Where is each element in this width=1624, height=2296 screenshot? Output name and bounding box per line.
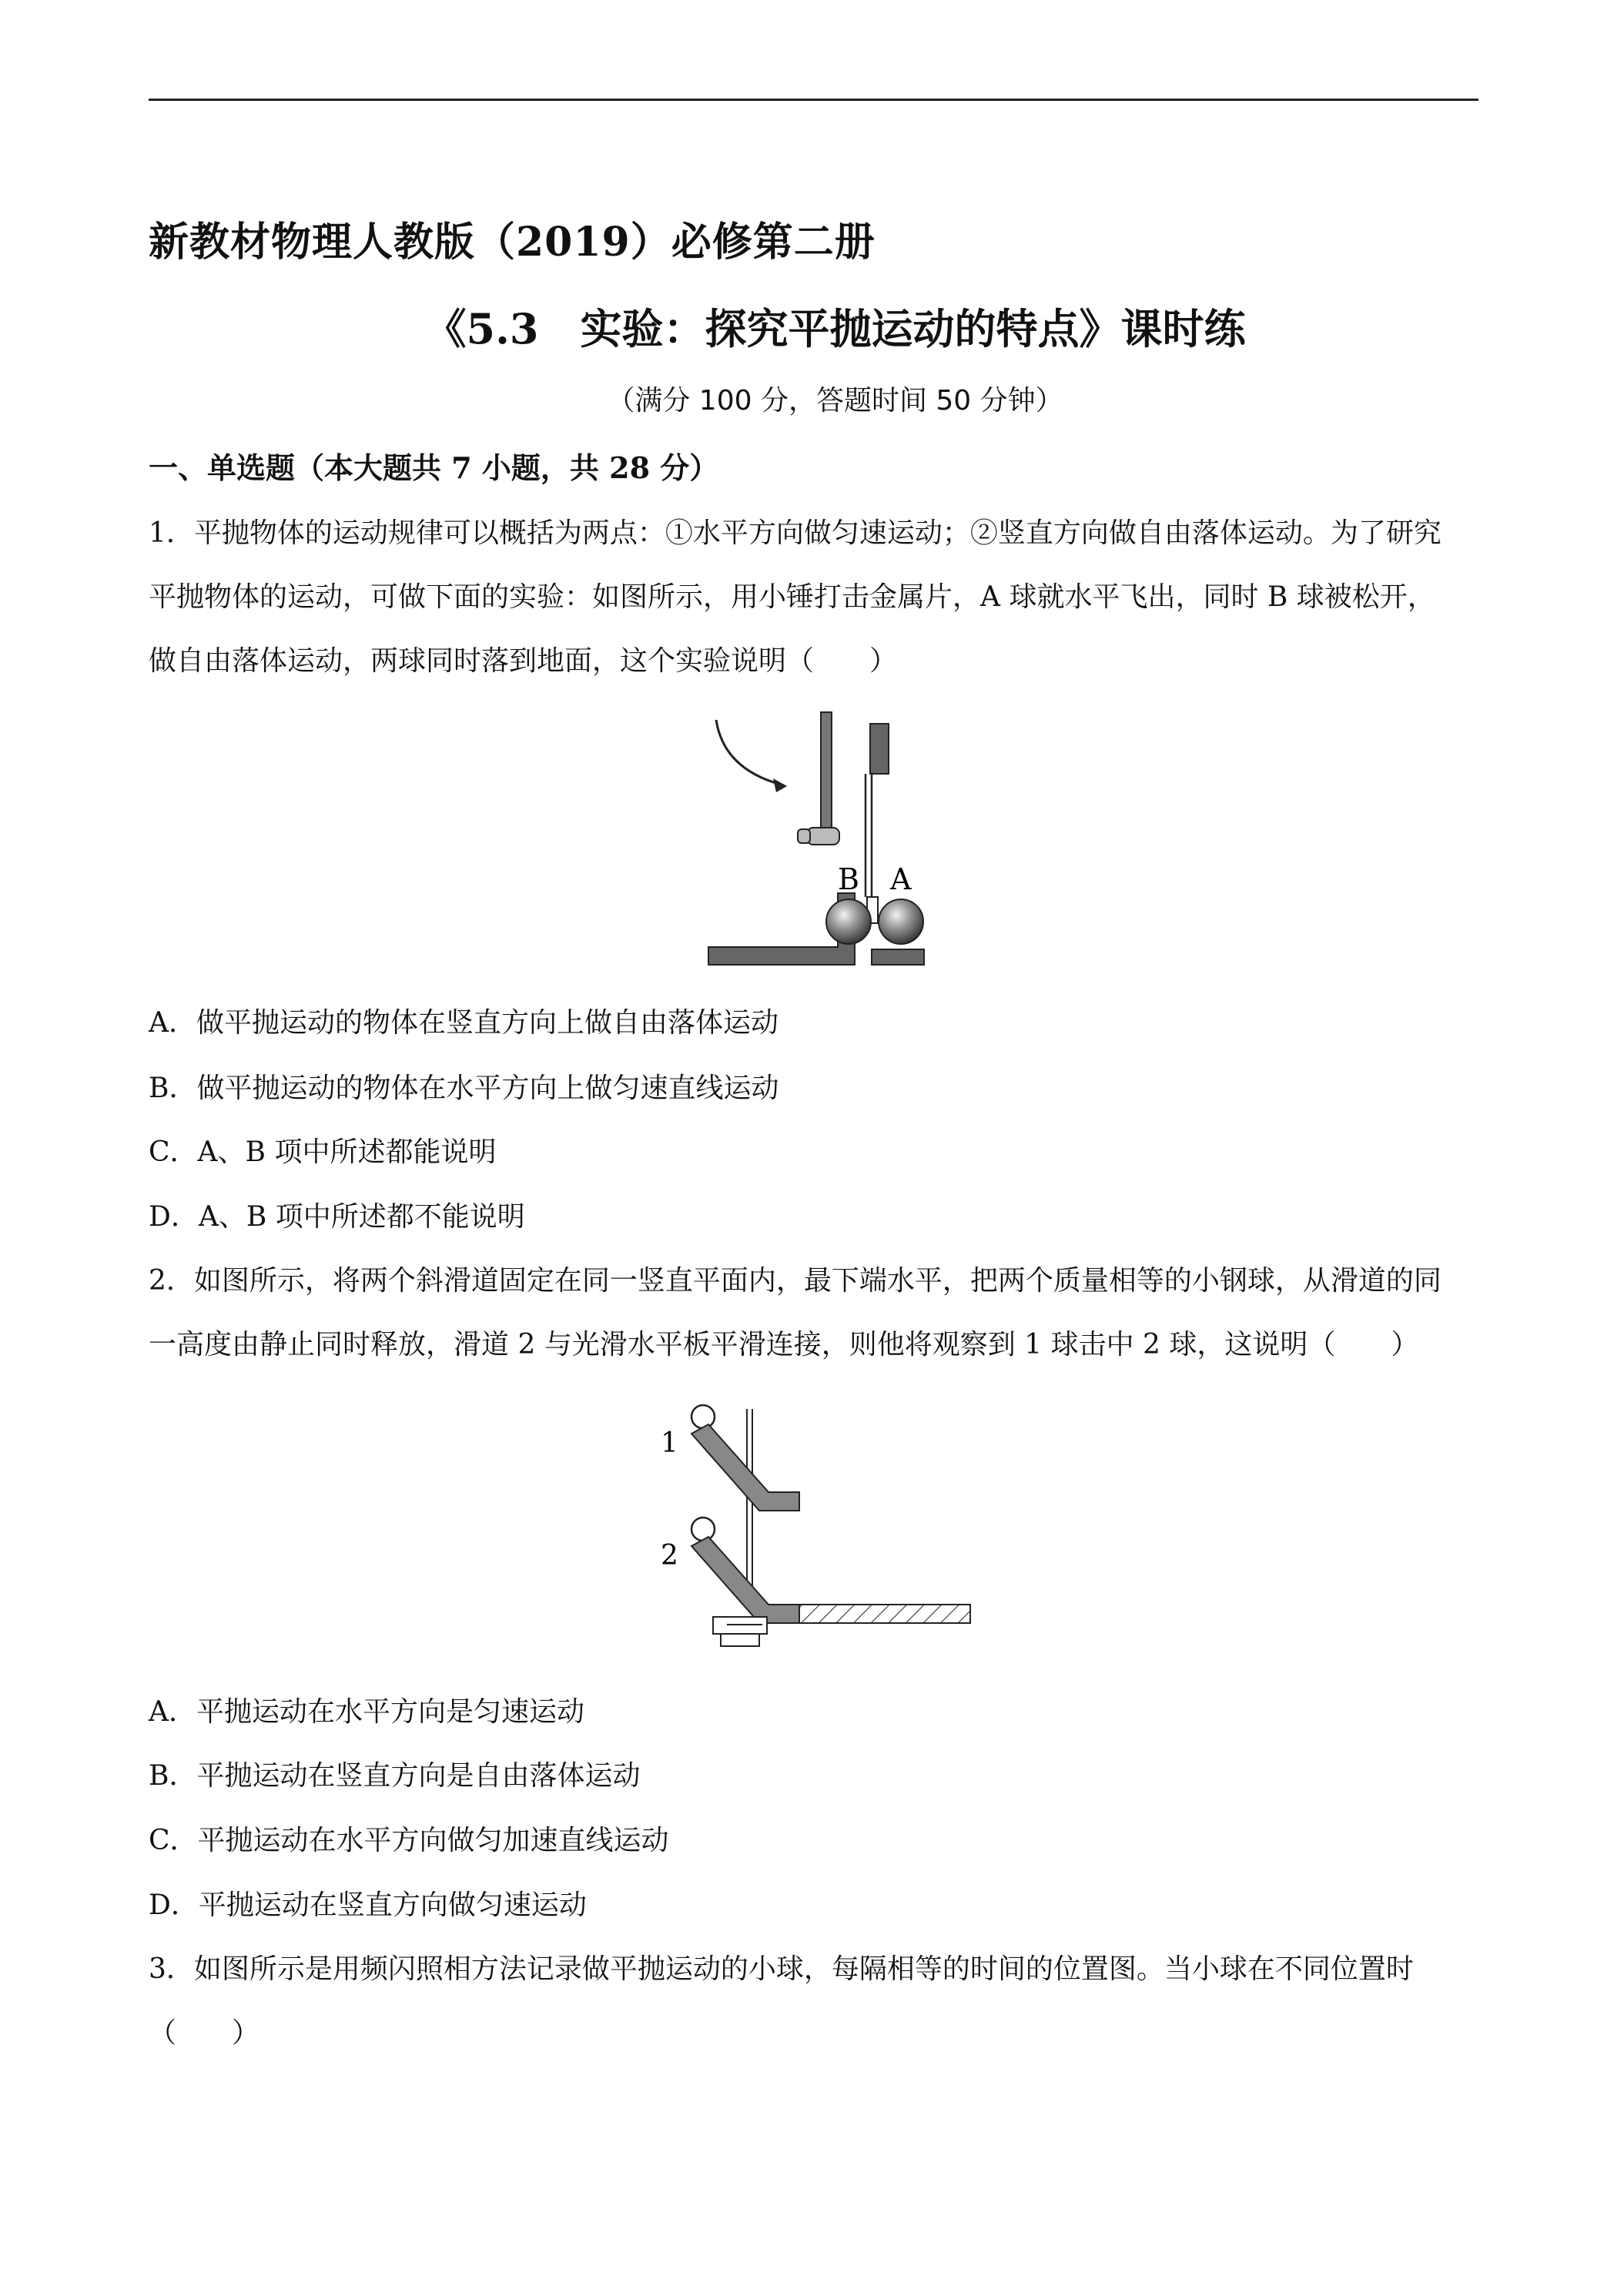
ball-1 bbox=[691, 1405, 715, 1428]
track-2 bbox=[691, 1537, 799, 1623]
score-info: （满分 100 分，答题时间 50 分钟） bbox=[607, 385, 1063, 417]
header-rule bbox=[149, 99, 1478, 101]
document-title: 新教材物理人教版（2019）必修第二册 bbox=[149, 219, 876, 266]
q2-text-line-2: 一高度由静止同时释放，滑道 2 与光滑水平板平滑连接，则他将观察到 1 球击中 2 球，这说明（ ） bbox=[149, 1329, 1419, 1361]
document-subtitle: 《5.3 实验：探究平抛运动的特点》课时练 bbox=[424, 304, 1246, 353]
q1-text-line-3: 做自由落体运动，两球同时落到地面，这个实验说明（ ） bbox=[149, 645, 898, 677]
swing-arrow bbox=[716, 720, 784, 785]
label-b: B bbox=[838, 862, 859, 896]
q3-text-line-1: 3．如图所示是用频闪照相方法记录做平抛运动的小球，每隔相等的时间的位置图。当小球在不同位置时 bbox=[149, 1953, 1414, 1985]
q1-text-line-1: 1．平抛物体的运动规律可以概括为两点：①水平方向做匀速运动；②竖直方向做自由落体运动。为了研究 bbox=[149, 517, 1442, 549]
hammer-head bbox=[807, 828, 839, 845]
upper-block bbox=[870, 724, 889, 774]
q2-figure-slide-tracks bbox=[647, 1394, 986, 1655]
q2-option-a: A．平抛运动在水平方向是匀速运动 bbox=[149, 1696, 584, 1728]
horizontal-board bbox=[799, 1605, 970, 1623]
q1-text-line-2: 平抛物体的运动，可做下面的实验：如图所示，用小锤打击金属片，A 球就水平飞出，同时 B 球被松开， bbox=[149, 581, 1435, 613]
q2-text-line-1: 2．如图所示，将两个斜滑道固定在同一竖直平面内，最下端水平，把两个质量相等的小钢球，从滑道的同 bbox=[149, 1265, 1442, 1297]
section-heading: 一、单选题（本大题共 7 小题，共 28 分） bbox=[149, 450, 719, 485]
label-1: 1 bbox=[661, 1427, 678, 1459]
q3-text-line-2: （ ） bbox=[149, 2017, 260, 2049]
q2-option-b: B．平抛运动在竖直方向是自由落体运动 bbox=[149, 1760, 641, 1792]
q1-option-c: C．A、B 项中所述都能说明 bbox=[149, 1136, 497, 1168]
label-a: A bbox=[890, 862, 912, 896]
q1-option-b: B．做平抛运动的物体在水平方向上做匀速直线运动 bbox=[149, 1073, 779, 1104]
q2-option-d: D．平抛运动在竖直方向做匀速运动 bbox=[149, 1889, 587, 1921]
track-1 bbox=[691, 1424, 799, 1511]
hammer-handle bbox=[821, 712, 832, 839]
q1-option-a: A．做平抛运动的物体在竖直方向上做自由落体运动 bbox=[149, 1007, 779, 1039]
q1-figure-hammer-apparatus bbox=[693, 705, 939, 974]
q1-option-d: D．A、B 项中所述都不能说明 bbox=[149, 1201, 525, 1233]
arrow-head-icon bbox=[773, 778, 787, 792]
label-2: 2 bbox=[661, 1540, 678, 1571]
q2-option-c: C．平抛运动在水平方向做匀加速直线运动 bbox=[149, 1825, 669, 1856]
ball-a bbox=[879, 899, 923, 944]
ball-2 bbox=[691, 1518, 715, 1541]
right-base bbox=[872, 949, 924, 965]
ball-b bbox=[826, 899, 871, 944]
